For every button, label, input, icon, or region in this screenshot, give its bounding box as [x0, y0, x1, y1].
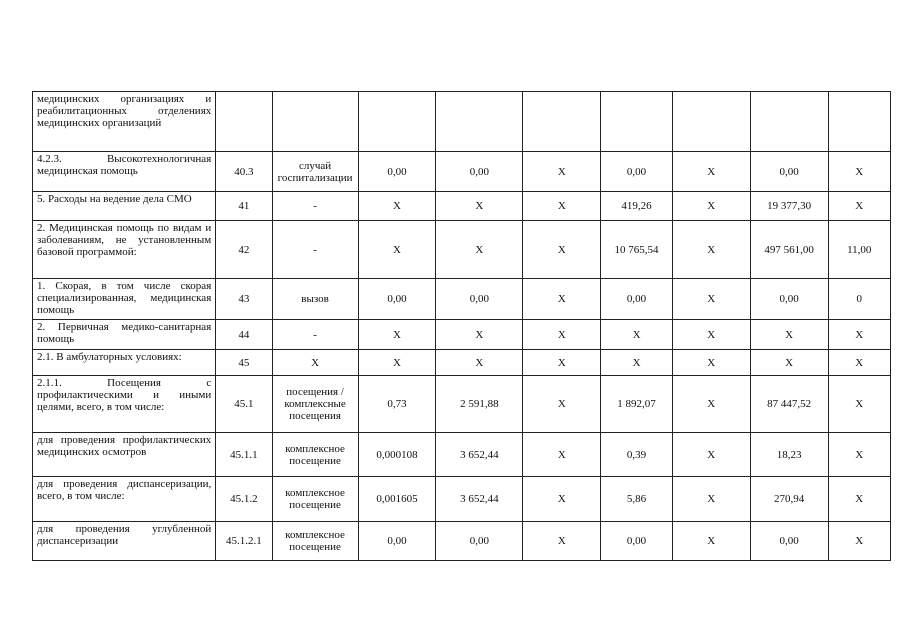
value-cell: Х [828, 376, 891, 433]
value-cell: Х [358, 192, 436, 221]
value-cell: Х [436, 320, 523, 350]
value-cell: Х [523, 522, 601, 561]
value-cell: 0,001605 [358, 477, 436, 522]
value-cell: 0,00 [436, 152, 523, 192]
value-cell: 3 652,44 [436, 433, 523, 477]
value-cell: Х [828, 192, 891, 221]
table-row [33, 376, 891, 433]
value-cell: 0,00 [750, 152, 828, 192]
value-cell: 19 377,30 [750, 192, 828, 221]
value-cell: Х [523, 433, 601, 477]
value-cell: Х [750, 320, 828, 350]
value-cell: 0,00 [601, 279, 673, 320]
value-cell: Х [672, 433, 750, 477]
row-code-cell: 43 [216, 279, 272, 320]
value-cell: Х [523, 477, 601, 522]
value-cell: Х [601, 320, 673, 350]
value-cell: Х [358, 350, 436, 376]
row-code-cell: 45.1.2.1 [216, 522, 272, 561]
value-cell: 0,00 [436, 279, 523, 320]
row-code-cell: 45 [216, 350, 272, 376]
value-cell: 270,94 [750, 477, 828, 522]
value-cell: 0,00 [601, 522, 673, 561]
value-cell: 0,00 [358, 152, 436, 192]
value-cell [358, 92, 436, 152]
row-name-cell: 5. Расходы на ведение дела СМО [33, 192, 216, 221]
row-code-cell: 45.1.2 [216, 477, 272, 522]
table-row [33, 433, 891, 477]
row-code-cell: 44 [216, 320, 272, 350]
value-cell: Х [672, 221, 750, 279]
row-code-cell: 45.1 [216, 376, 272, 433]
value-cell [750, 92, 828, 152]
value-cell: 18,23 [750, 433, 828, 477]
value-cell: 2 591,88 [436, 376, 523, 433]
row-unit-cell: - [272, 192, 358, 221]
tariff-table [32, 91, 891, 561]
table-row [33, 522, 891, 561]
row-code-cell: 41 [216, 192, 272, 221]
row-name-cell: для проведения профилактических медицинских осмотров [33, 433, 216, 477]
value-cell: Х [750, 350, 828, 376]
value-cell: 0 [828, 279, 891, 320]
value-cell: 0,00 [436, 522, 523, 561]
row-unit-cell: Х [272, 350, 358, 376]
table-row [33, 279, 891, 320]
table-row [33, 92, 891, 152]
row-unit-cell: посещения / комплексные посещения [272, 376, 358, 433]
value-cell: Х [358, 221, 436, 279]
table-row [33, 350, 891, 376]
value-cell [828, 92, 891, 152]
table-row [33, 477, 891, 522]
value-cell: Х [672, 376, 750, 433]
row-name-cell: 2. Медицинская помощь по видам и заболеваниям, не установленным базовой программой: [33, 221, 216, 279]
row-unit-cell [272, 92, 358, 152]
row-name-cell: 2.1. В амбулаторных условиях: [33, 350, 216, 376]
value-cell: Х [523, 279, 601, 320]
row-unit-cell: комплексное посещение [272, 477, 358, 522]
value-cell: Х [523, 192, 601, 221]
value-cell: 1 892,07 [601, 376, 673, 433]
value-cell: 419,26 [601, 192, 673, 221]
value-cell: Х [601, 350, 673, 376]
value-cell: Х [672, 279, 750, 320]
row-name-cell: для проведения диспансеризации, всего, в том числе: [33, 477, 216, 522]
row-unit-cell: случай госпитализации [272, 152, 358, 192]
table-row [33, 221, 891, 279]
value-cell: Х [828, 320, 891, 350]
value-cell: Х [672, 350, 750, 376]
value-cell: 3 652,44 [436, 477, 523, 522]
value-cell: Х [672, 152, 750, 192]
table-row [33, 192, 891, 221]
row-unit-cell: комплексное посещение [272, 433, 358, 477]
value-cell: 0,00 [358, 279, 436, 320]
value-cell: 10 765,54 [601, 221, 673, 279]
value-cell: Х [672, 192, 750, 221]
row-name-cell: 2.1.1. Посещения с профилактическими и иными целями, всего, в том числе: [33, 376, 216, 433]
row-unit-cell: - [272, 320, 358, 350]
table-body [33, 92, 891, 561]
value-cell [523, 92, 601, 152]
value-cell [436, 92, 523, 152]
row-unit-cell: - [272, 221, 358, 279]
value-cell: 5,86 [601, 477, 673, 522]
table-row [33, 152, 891, 192]
value-cell: Х [828, 350, 891, 376]
row-unit-cell: вызов [272, 279, 358, 320]
row-code-cell: 45.1.1 [216, 433, 272, 477]
value-cell: 0,00 [750, 279, 828, 320]
value-cell: Х [828, 477, 891, 522]
value-cell [672, 92, 750, 152]
value-cell: Х [672, 320, 750, 350]
table-row [33, 320, 891, 350]
value-cell: 0,00 [601, 152, 673, 192]
row-code-cell: 40.3 [216, 152, 272, 192]
value-cell: Х [358, 320, 436, 350]
value-cell: Х [523, 376, 601, 433]
row-name-cell: 2. Первичная медико-санитарная помощь [33, 320, 216, 350]
value-cell: Х [523, 350, 601, 376]
value-cell: Х [828, 522, 891, 561]
value-cell: 0,73 [358, 376, 436, 433]
value-cell: 497 561,00 [750, 221, 828, 279]
value-cell: Х [672, 477, 750, 522]
value-cell: 0,00 [750, 522, 828, 561]
value-cell: 11,00 [828, 221, 891, 279]
value-cell: Х [828, 433, 891, 477]
row-code-cell: 42 [216, 221, 272, 279]
value-cell: Х [523, 320, 601, 350]
row-name-cell: медицинских организациях и реабилитационных отделениях медицинских организаций [33, 92, 216, 152]
value-cell: Х [436, 221, 523, 279]
row-name-cell: 4.2.3. Высокотехнологичная медицинская помощь [33, 152, 216, 192]
row-name-cell: для проведения углубленной диспансеризации [33, 522, 216, 561]
value-cell [601, 92, 673, 152]
row-unit-cell: комплексное посещение [272, 522, 358, 561]
value-cell: 0,39 [601, 433, 673, 477]
value-cell: Х [672, 522, 750, 561]
value-cell: Х [828, 152, 891, 192]
value-cell: 0,00 [358, 522, 436, 561]
value-cell: Х [523, 152, 601, 192]
row-name-cell: 1. Скорая, в том числе скорая специализированная, медицинская помощь [33, 279, 216, 320]
value-cell: 0,000108 [358, 433, 436, 477]
value-cell: Х [436, 192, 523, 221]
value-cell: 87 447,52 [750, 376, 828, 433]
row-code-cell [216, 92, 272, 152]
value-cell: Х [436, 350, 523, 376]
value-cell: Х [523, 221, 601, 279]
